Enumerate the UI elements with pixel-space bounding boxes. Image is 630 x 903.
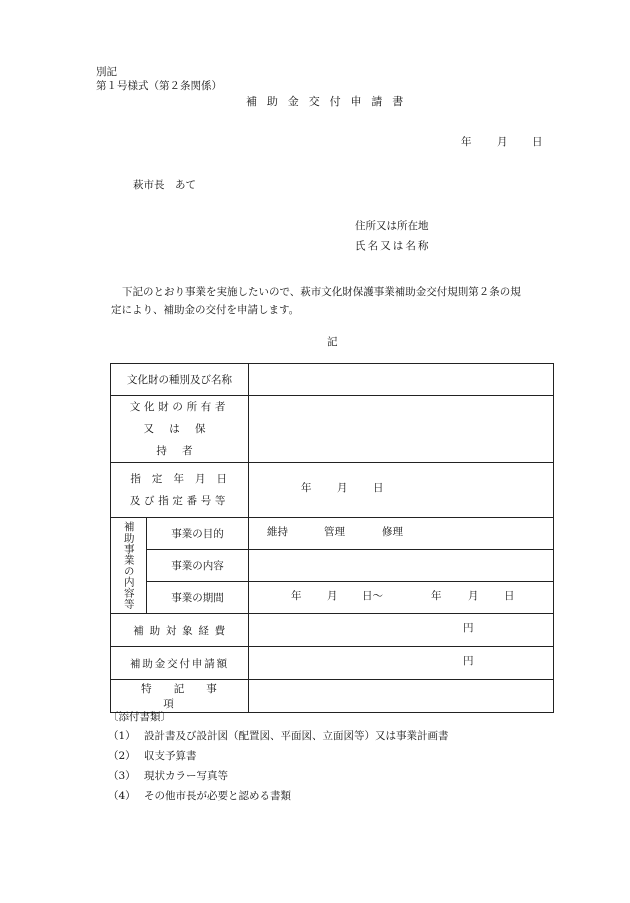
designation-label-line2: 及び指定番号等: [129, 495, 230, 507]
period-field[interactable]: [249, 582, 554, 614]
date-month: 月: [497, 136, 508, 148]
subsidy-cost-field[interactable]: [249, 614, 554, 647]
addressee: 萩市長 あて: [133, 179, 196, 191]
period-to-day: 日: [504, 589, 515, 602]
body-text-line1: 下記のとおり事業を実施したいので、萩市文化財保護事業補助金交付規則第２条の規: [122, 286, 521, 298]
content-label: 事業の内容: [147, 550, 249, 582]
attachment-text: その他市長が必要と認める書類: [144, 790, 291, 802]
form-number: 第１号様式（第２条関係）: [96, 80, 222, 92]
attachments-heading: 〔添付書類〕: [108, 711, 171, 723]
purpose-option-repair[interactable]: 修理: [382, 525, 403, 538]
table-row: [111, 647, 554, 680]
date-day: 日: [532, 136, 543, 148]
designation-month: 月: [337, 482, 348, 494]
designation-day: 日: [373, 482, 384, 494]
table-row: [111, 364, 554, 396]
table-row: [111, 680, 554, 713]
purpose-label: 事業の目的: [147, 518, 249, 550]
applicant-address-label: 住所又は所在地: [355, 220, 429, 232]
annex-label: 別記: [96, 66, 117, 78]
owner-label-line2: 又は保持者: [143, 423, 221, 457]
period-from-day: 日～: [362, 589, 383, 602]
attachment-num: （4）: [108, 790, 136, 802]
period-to-month: 月: [468, 589, 479, 602]
table-row: [111, 396, 554, 463]
attachment-num: （2）: [108, 750, 136, 762]
grant-amount-unit: 円: [463, 655, 474, 667]
applicant-name-label: 氏名又は名称: [355, 240, 431, 252]
owner-field[interactable]: [249, 396, 554, 463]
table-row: [111, 550, 554, 582]
grant-amount-label: 補助金交付申請額: [111, 647, 249, 680]
period-label: 事業の期間: [147, 582, 249, 614]
attachment-num: （1）: [108, 730, 136, 742]
table-row: [111, 614, 554, 647]
remarks-label: 特記事項: [111, 680, 249, 713]
ki-label: 記: [327, 336, 338, 348]
period-to-year: 年: [431, 589, 442, 602]
purpose-option-maintain[interactable]: 維持: [267, 525, 288, 538]
attachment-num: （3）: [108, 770, 136, 782]
designation-year: 年: [301, 482, 312, 494]
owner-label-line1: 文化財の所有者: [129, 401, 230, 413]
remarks-field[interactable]: [249, 680, 554, 713]
owner-label: [111, 396, 249, 463]
attachment-text: 設計書及び設計図（配置図、平面図、立面図等）又は事業計画書: [144, 730, 449, 742]
attachment-item: [108, 751, 197, 762]
table-row: [111, 518, 554, 550]
designation-label-line1: 指定年月日: [130, 473, 239, 485]
period-from-month: 月: [327, 589, 338, 602]
period-from-year: 年: [291, 589, 302, 602]
purpose-field[interactable]: [249, 518, 554, 550]
table-row: [111, 463, 554, 518]
subsidy-cost-unit: 円: [463, 622, 474, 634]
purpose-option-manage[interactable]: 管理: [324, 525, 345, 538]
attachment-item: [108, 771, 228, 782]
body-text-line2: 定により、補助金の交付を申請します。: [111, 304, 300, 316]
cultural-asset-label: 文化財の種別及び名称: [111, 364, 249, 396]
date-year: 年: [461, 136, 472, 148]
cultural-asset-field[interactable]: [249, 364, 554, 396]
table-row: [111, 582, 554, 614]
subsidy-cost-label: 補助対象経費: [111, 614, 249, 647]
designation-field[interactable]: [249, 463, 554, 518]
attachment-item: [108, 791, 291, 802]
attachment-text: 収支予算書: [144, 750, 197, 762]
application-table: [110, 363, 554, 713]
attachment-item: [108, 731, 449, 742]
attachment-text: 現状カラー写真等: [144, 770, 228, 782]
designation-label: [111, 463, 249, 518]
content-field[interactable]: [249, 550, 554, 582]
grant-amount-field[interactable]: [249, 647, 554, 680]
page-title: 補助金交付申請書: [246, 95, 414, 108]
project-content-group-label: 補助事業の内容等: [111, 518, 147, 614]
